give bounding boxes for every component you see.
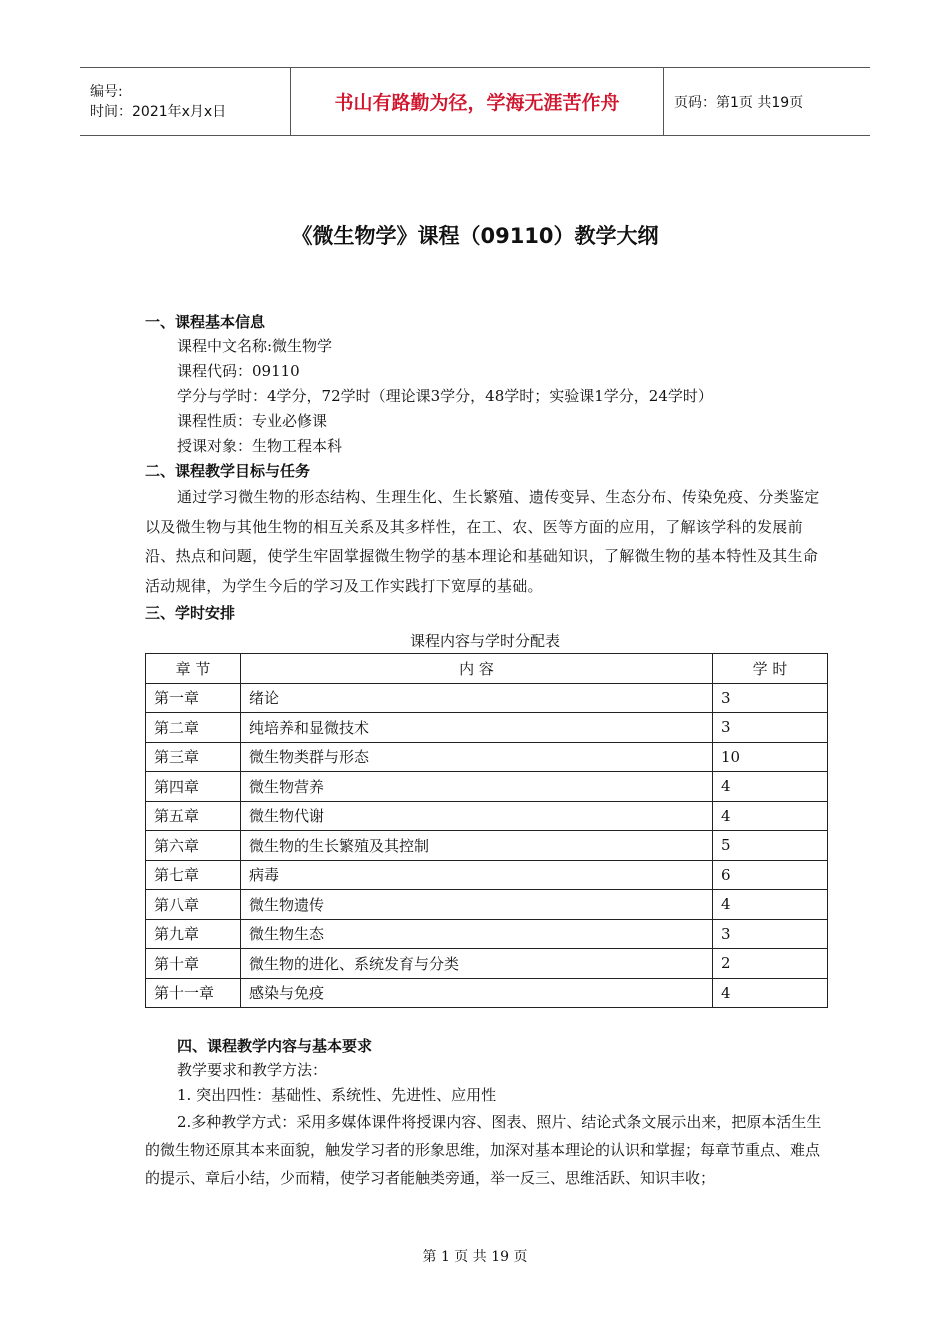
chapter-cell: 第二章 [146,713,241,743]
chapter-cell: 第七章 [146,860,241,890]
document-title: 《微生物学》课程（09110）教学大纲 [291,224,659,248]
hours-cell: 4 [713,978,828,1008]
section4-heading: 四、课程教学内容与基本要求 [177,1037,373,1055]
section1-line: 学分与学时：4学分，72学时（理论课3学分，48学时；实验课1学分，24学时） [177,387,713,405]
section1-line: 课程代码：09110 [177,362,300,380]
hours-cell: 3 [713,919,828,949]
table-row [146,801,828,831]
column-header-chapter: 章 节 [146,654,241,684]
content-cell: 微生物类群与形态 [241,742,713,772]
section4 [145,1034,825,1192]
section4-item2: 2.多种教学方式：采用多媒体课件将授课内容、图表、照片、结论式条文展示出来，把原本活生生的微生物还原其本来面貌，触发学习者的形象思维，加深对基本理论的认识和掌握；每章节重点、难点的提示、章后小结，少而精，使学习者能触类旁通，举一反三、思维活跃、知识丰收； [145,1113,822,1187]
page-header [80,67,870,136]
section1-heading: 一、课程基本信息 [145,313,266,331]
hours-cell: 3 [713,713,828,743]
section4-intro: 教学要求和教学方法： [177,1061,328,1079]
section1-line: 授课对象：生物工程本科 [177,437,343,455]
table-row [146,772,828,802]
chapter-cell: 第四章 [146,772,241,802]
hours-cell: 5 [713,831,828,861]
section1-line: 课程中文名称:微生物学 [177,337,333,355]
hours-cell: 4 [713,801,828,831]
chapter-cell: 第八章 [146,890,241,920]
chapter-cell: 第三章 [146,742,241,772]
table-row [146,860,828,890]
hours-cell: 6 [713,860,828,890]
chapter-cell: 第一章 [146,683,241,713]
chapter-cell: 第九章 [146,919,241,949]
section4-item1: 1. 突出四性：基础性、系统性、先进性、应用性 [177,1086,497,1104]
section2-heading: 二、课程教学目标与任务 [145,462,311,480]
table-caption: 课程内容与学时分配表 [409,632,560,650]
table-row [146,713,828,743]
content-cell: 微生物的进化、系统发育与分类 [241,949,713,979]
chapter-cell: 第五章 [146,801,241,831]
content-cell: 病毒 [241,860,713,890]
table-row [146,890,828,920]
content-cell: 感染与免疫 [241,978,713,1008]
content-cell: 微生物营养 [241,772,713,802]
section1-line: 课程性质：专业必修课 [177,412,328,430]
hours-cell: 4 [713,772,828,802]
table-row [146,978,828,1008]
chapter-cell: 第十一章 [146,978,241,1008]
chapter-cell: 第十章 [146,949,241,979]
table-header-row [146,654,828,684]
content-cell: 微生物的生长繁殖及其控制 [241,831,713,861]
hours-cell: 10 [713,742,828,772]
content-cell: 绪论 [241,683,713,713]
header-page-info: 页码：第1页 共19页 [674,94,804,111]
column-header-hours: 学 时 [713,654,828,684]
table-row [146,742,828,772]
section3-heading: 三、学时安排 [145,604,236,622]
chapter-cell: 第六章 [146,831,241,861]
hours-cell: 2 [713,949,828,979]
content-cell: 微生物生态 [241,919,713,949]
hours-table [145,653,828,1008]
page-footer: 第 1 页 共 19 页 [422,1249,528,1265]
header-number-label: 编号: [90,83,123,100]
header-time-label: 时间：2021年x月x日 [90,103,227,120]
column-header-content: 内 容 [241,654,713,684]
table-row [146,949,828,979]
header-left [80,68,291,136]
section2-paragraph: 通过学习微生物的形态结构、生理生化、生长繁殖、遗传变异、生态分布、传染免疫、分类鉴定以及微生物与其他生物的相互关系及其多样性，在工、农、医等方面的应用，了解该学科的发展前沿、热点和问题，使学生牢固掌握微生物学的基本理论和基础知识，了解微生物的基本特性及其生命活动规律，为学生今后的学习及工作实践打下宽厚的基础。 [145,488,820,595]
table-row [146,831,828,861]
hours-cell: 4 [713,890,828,920]
content-cell: 纯培养和显微技术 [241,713,713,743]
document-body [145,310,825,1192]
header-motto: 书山有路勤为径，学海无涯苦作舟 [291,68,664,136]
table-row [146,919,828,949]
content-cell: 微生物遗传 [241,890,713,920]
hours-cell: 3 [713,683,828,713]
table-row [146,683,828,713]
content-cell: 微生物代谢 [241,801,713,831]
